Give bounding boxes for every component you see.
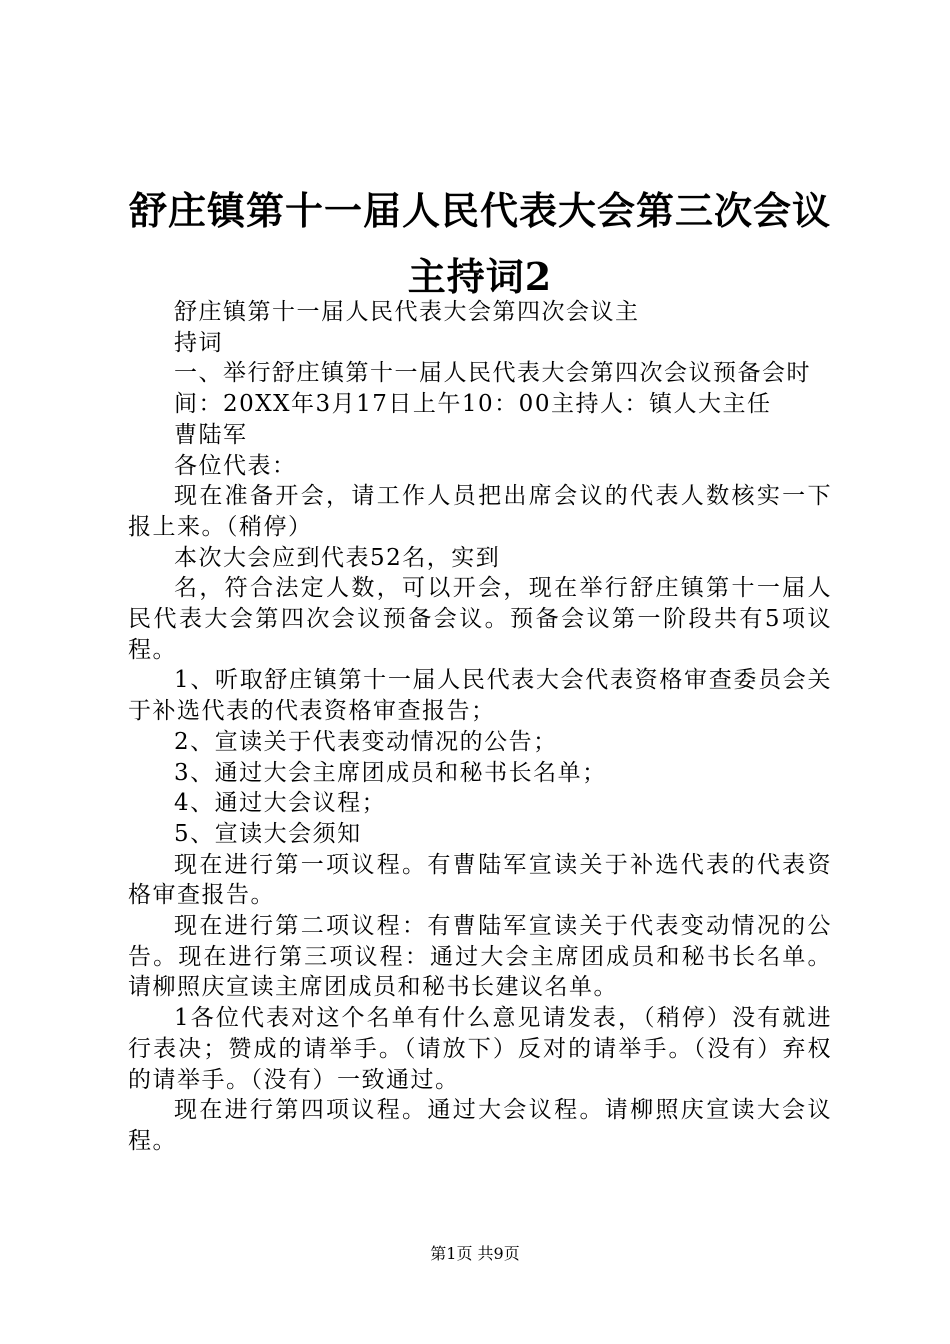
paragraph: 现在进行第二项议程：有曹陆军宣读关于代表变动情况的公告。现在进行第三项议程：通过大会主席团成员和秘书长名单。请柳照庆宣读主席团成员和秘书长建议名单。: [128, 913, 832, 1001]
document-title: 舒庄镇第十一届人民代表大会第三次会议主持词2: [128, 188, 831, 299]
page-footer: 第1页 共9页: [430, 1244, 520, 1263]
paragraph: 3、通过大会主席团成员和秘书长名单；: [174, 759, 607, 786]
paragraph: 各位代表：: [174, 452, 297, 479]
paragraph: 现在准备开会，请工作人员把出席会议的代表人数核实一下报上来。（稍停）: [128, 483, 832, 540]
document-body: [128, 297, 832, 1157]
paragraph: 名，符合法定人数，可以开会，现在举行舒庄镇第十一届人民代表大会第四次会议预备会议。预备会议第一阶段共有5项议程。: [128, 575, 832, 663]
paragraph: 曹陆军: [174, 421, 248, 448]
paragraph: 本次大会应到代表52名，实到: [174, 544, 501, 571]
paragraph: 一、举行舒庄镇第十一届人民代表大会第四次会议预备会时: [174, 360, 811, 387]
paragraph: 现在进行第一项议程。有曹陆军宣读关于补选代表的代表资格审查报告。: [128, 851, 832, 909]
paragraph: 1各位代表对这个名单有什么意见请发表，（稍停）没有就进行表决；赞成的请举手。（请放下）反对的请举手。（没有）弃权的请举手。（没有）一致通过。: [128, 1005, 832, 1093]
paragraph: 5、宣读大会须知: [174, 820, 362, 847]
paragraph: 4、通过大会议程；: [174, 790, 387, 817]
paragraph: 舒庄镇第十一届人民代表大会第四次会议主: [174, 299, 640, 325]
paragraph: 持词: [174, 329, 223, 356]
paragraph: 2、宣读关于代表变动情况的公告；: [174, 728, 558, 755]
paragraph: 现在进行第四项议程。通过大会议程。请柳照庆宣读大会议程。: [128, 1097, 832, 1154]
paragraph: 1、听取舒庄镇第十一届人民代表大会代表资格审查委员会关于补选代表的代表资格审查报告；: [128, 667, 832, 725]
paragraph: 间：20XX年3月17日上午10：00主持人：镇人大主任: [174, 391, 772, 418]
